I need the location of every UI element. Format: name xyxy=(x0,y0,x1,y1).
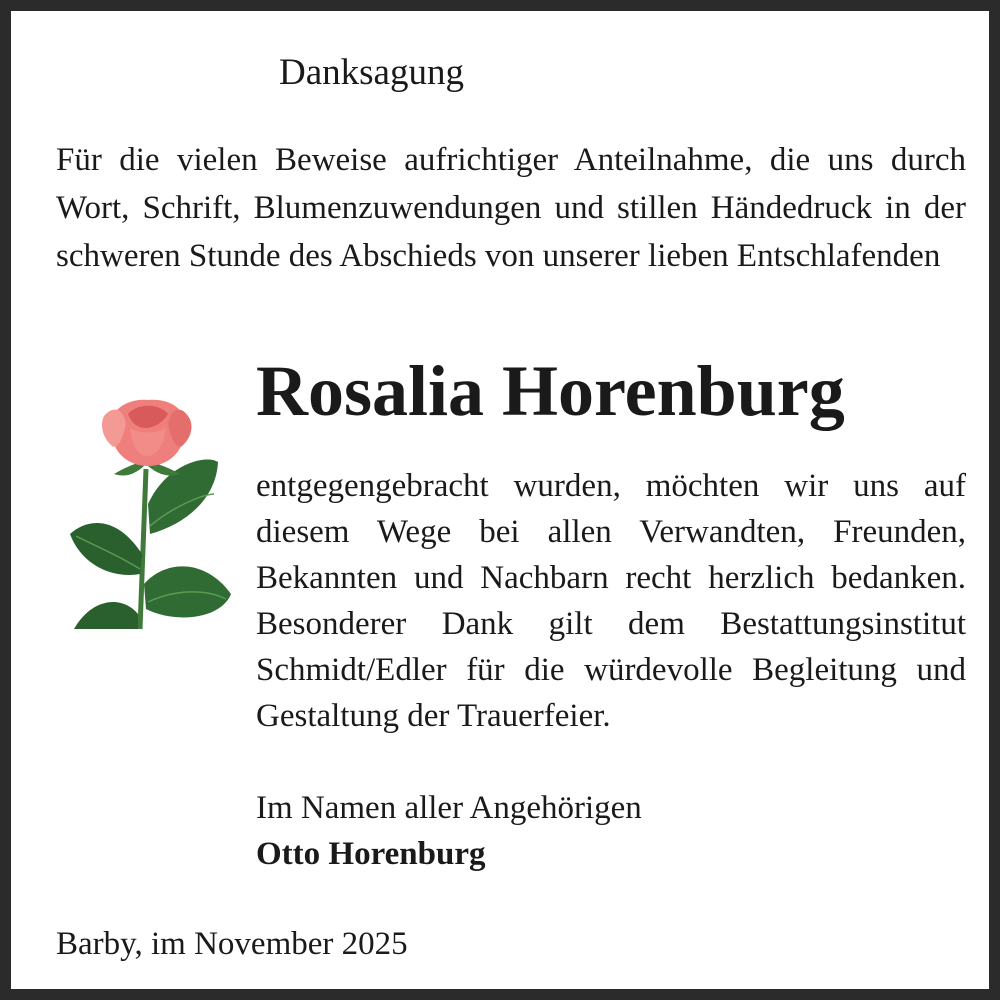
deceased-name: Rosalia Horenburg xyxy=(256,351,845,431)
body-paragraph: entgegengebracht wurden, möchten wir uns auf diesem Wege bei allen Verwandten, Freunden, Bekannten und Nachbarn recht herzlich bedanken. Besonderer Dank gilt dem Bestattungsinstitut Schmidt/Edler für die würdevolle Begleitung und Gestaltung der Trauerfeier. xyxy=(256,468,966,734)
rose-icon xyxy=(66,394,236,634)
notice-heading: Danksagung xyxy=(279,52,464,93)
intro-paragraph: Für die vielen Beweise aufrichtiger Anteilnahme, die uns durch Wort, Schrift, Blumenzuwendungen und stillen Händedruck in der schweren Stunde des Abschieds von unserer lieben Entschlafenden xyxy=(56,142,966,274)
closing-line: Im Namen aller Angehörigen xyxy=(256,790,642,826)
signature: Otto Horenburg xyxy=(256,836,486,872)
place-date: Barby, im November 2025 xyxy=(56,926,408,962)
